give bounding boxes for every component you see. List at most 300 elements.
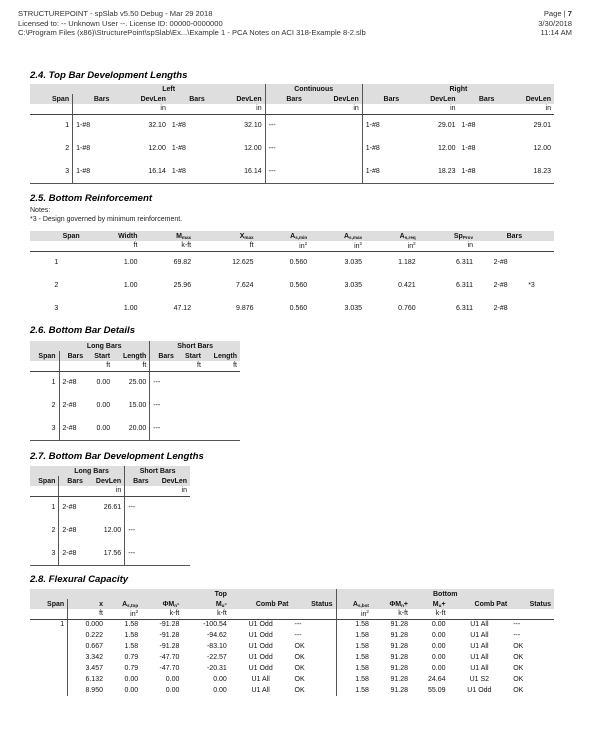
unit-label: ft	[204, 361, 240, 371]
unit-text: ft	[99, 610, 103, 618]
table-cell: -47.70	[159, 665, 180, 672]
table-cell: 2-#8	[493, 282, 508, 289]
table-cell: OK	[292, 641, 337, 652]
column-header: DevLen	[86, 476, 125, 486]
table-row	[30, 674, 554, 685]
table-cell	[204, 417, 240, 440]
column-header	[449, 599, 511, 609]
table-cell: U1 All	[470, 665, 489, 672]
column-header	[310, 231, 365, 241]
column-header	[365, 231, 419, 241]
column-header-row	[30, 599, 554, 609]
table-row	[30, 685, 554, 696]
table-cell: 0.222	[85, 632, 103, 639]
table-cell: ---	[153, 379, 161, 387]
table-cell: 1.58	[124, 643, 139, 650]
table-cell: 2	[30, 519, 59, 542]
table-row	[30, 137, 554, 160]
unit-text: in	[354, 243, 360, 251]
page-info	[538, 9, 572, 38]
column-header: Bars	[362, 94, 402, 104]
table-cell	[30, 685, 68, 696]
unit-label: in	[305, 104, 362, 114]
table-cell: U1 All	[470, 654, 489, 661]
unit-text: k-ft	[169, 610, 180, 618]
table-cell: OK	[292, 652, 337, 663]
table-cell: 1.58	[355, 621, 369, 629]
unit-label	[510, 609, 554, 619]
table-body	[30, 496, 190, 565]
table-cell: 1	[30, 114, 73, 137]
section-title-bottom-bar-details: 2.6. Bottom Bar Details	[30, 325, 136, 336]
table-row	[30, 496, 190, 519]
unit-label	[476, 241, 525, 251]
table-cell: 0.00	[431, 632, 446, 639]
table-row	[30, 519, 190, 542]
unit-label: ft	[177, 361, 204, 371]
group-header-row	[30, 84, 554, 94]
table-body	[30, 114, 554, 183]
group-spacer	[30, 341, 59, 351]
unit-text: k-ft	[398, 610, 408, 618]
unit-label	[449, 609, 511, 619]
table-cell: 0.79	[124, 665, 139, 672]
table-cell: 1	[30, 496, 59, 519]
table-row	[30, 663, 554, 674]
bottom-reinforcement-table	[30, 231, 554, 320]
table-cell: OK	[513, 687, 524, 694]
table-cell: 0.00	[431, 643, 446, 650]
unit-sup: 2	[413, 241, 416, 247]
table-cell: 1	[30, 371, 59, 394]
column-header	[411, 599, 449, 609]
note-unit	[525, 241, 554, 251]
table-cell: 1-#8	[365, 167, 380, 175]
column-header	[182, 599, 229, 609]
bottom-bar-devlen-table	[30, 466, 190, 566]
table-cell: ---	[513, 632, 521, 639]
unit-sup: 2	[135, 609, 139, 615]
column-header-sign: -	[224, 600, 227, 608]
table-cell: 1-#8	[365, 122, 380, 130]
table-cell: ---	[292, 630, 337, 641]
table-cell: 1.58	[355, 643, 369, 650]
table-row	[30, 371, 240, 394]
column-header: Start	[86, 351, 113, 361]
table-cell: U1 All	[251, 676, 270, 683]
table-cell: 0.00	[165, 676, 180, 683]
table-cell: 1-#8	[171, 167, 186, 175]
table-cell: 91.28	[390, 654, 408, 661]
table-cell: 0.560	[289, 305, 308, 312]
table-cell: OK	[513, 676, 524, 683]
table-cell: 0.00	[96, 402, 111, 409]
report-header	[18, 9, 572, 49]
table-cell: ---	[153, 402, 161, 409]
column-header-main: Comb Pat	[474, 600, 508, 608]
table-cell: 29.01	[533, 122, 551, 130]
table-cell: 3	[30, 160, 73, 183]
column-header	[30, 231, 83, 241]
table-cell: U1 Odd	[248, 654, 273, 661]
unit-label	[68, 609, 106, 619]
table-row	[30, 274, 554, 297]
unit-label	[419, 241, 476, 251]
section-title-bottom-reinforcement: 2.5. Bottom Reinforcement	[30, 193, 153, 204]
table-cell: 1	[54, 259, 59, 267]
column-header	[68, 599, 106, 609]
unit-text: in	[407, 243, 414, 251]
table-header	[30, 84, 554, 114]
table-cell	[152, 519, 190, 542]
table-cell: 1-#8	[171, 145, 186, 152]
column-header	[30, 599, 68, 609]
note-flag	[525, 251, 554, 274]
table-cell: 1.58	[124, 632, 139, 639]
column-header-main: M	[432, 600, 439, 608]
table-body	[30, 251, 554, 320]
table-cell: OK	[513, 654, 524, 661]
table-cell	[30, 663, 68, 674]
table-cell: U1 S2	[469, 676, 490, 683]
column-header: Bars	[59, 476, 86, 486]
unit-label: ft	[86, 361, 113, 371]
unit-label	[372, 609, 411, 619]
report-time: 11:14 AM	[540, 28, 572, 37]
group-header: Long Bars	[59, 466, 125, 476]
table-cell: 24.64	[428, 676, 446, 683]
report-info	[18, 9, 366, 38]
table-cell: 12.00	[438, 145, 456, 152]
table-cell: 1.58	[355, 632, 369, 639]
group-spacer	[30, 466, 59, 476]
table-row	[30, 417, 240, 440]
column-header: Bars	[59, 351, 86, 361]
unit-label	[365, 241, 419, 251]
column-header: Bars	[169, 94, 208, 104]
section-title-bottom-bar-devlen: 2.7. Bottom Bar Development Lengths	[30, 451, 204, 462]
table-cell: 2-#8	[493, 305, 508, 312]
unit-text: in	[130, 611, 136, 619]
group-header-row	[30, 466, 190, 476]
group-header: Bottom	[336, 589, 554, 599]
column-header-main: x	[99, 600, 103, 608]
column-header: Span	[30, 476, 59, 486]
table-cell: 1.182	[398, 259, 416, 267]
table-cell: 2-#8	[62, 549, 77, 557]
column-header	[230, 599, 292, 609]
table-row	[30, 297, 554, 320]
table-cell: 1	[30, 619, 68, 630]
table-cell: 12.00	[148, 145, 166, 152]
unit-label	[362, 104, 402, 114]
unit-sup: 2	[304, 241, 308, 247]
table-cell: 1-#8	[76, 122, 91, 130]
table-cell: 0.00	[431, 665, 446, 672]
table-cell: U1 All	[470, 632, 489, 639]
unit-label	[59, 486, 86, 496]
table-cell: 3.342	[85, 654, 103, 661]
table-cell: OK	[292, 663, 337, 674]
unit-label	[83, 241, 141, 251]
group-header: Continuous	[265, 84, 362, 94]
unit-label	[141, 609, 182, 619]
table-cell: ---	[292, 619, 337, 630]
table-cell: ---	[268, 167, 276, 175]
table-cell: 6.311	[456, 305, 474, 312]
column-header: Bars	[459, 94, 498, 104]
table-cell: 91.28	[390, 643, 408, 650]
column-header-main: Status	[529, 600, 551, 608]
table-cell	[204, 394, 240, 417]
column-header: DevLen	[402, 94, 458, 104]
table-cell: 0.760	[398, 305, 416, 312]
column-header: Start	[177, 351, 204, 361]
column-header: Span	[30, 94, 73, 104]
column-header-main: Span	[62, 232, 80, 240]
table-cell: U1 All	[470, 621, 489, 629]
table-cell: 6.132	[85, 676, 103, 683]
units-row	[30, 241, 554, 251]
unit-label	[30, 241, 83, 251]
table-row	[30, 641, 554, 652]
table-cell: 1.58	[355, 687, 369, 694]
table-cell: 16.14	[148, 167, 166, 175]
note-flag	[525, 297, 554, 320]
table-cell: -100.54	[203, 621, 227, 629]
unit-label	[336, 609, 372, 619]
table-cell: 3.035	[344, 282, 363, 289]
table-cell: ---	[128, 527, 136, 534]
table-cell	[204, 371, 240, 394]
table-cell: ---	[513, 621, 521, 629]
table-cell: 1-#8	[461, 122, 476, 130]
report-date: 3/30/2018	[538, 18, 572, 28]
table-cell	[30, 641, 68, 652]
units-row	[30, 609, 554, 619]
table-cell: 0.00	[213, 676, 227, 683]
table-cell: 2	[30, 394, 59, 417]
note-column-header	[525, 231, 554, 241]
column-header-main: A	[352, 600, 358, 608]
column-header-sign: +	[441, 600, 446, 608]
table-cell: ---	[153, 424, 161, 432]
notes-label: Notes:	[30, 207, 51, 214]
column-header-main: A	[122, 600, 128, 608]
column-header-main: X	[239, 232, 245, 240]
unit-text: k-ft	[435, 610, 446, 618]
column-header: Length	[204, 351, 240, 361]
table-cell: 3	[30, 417, 59, 440]
table-cell: U1 Odd	[248, 632, 273, 639]
table-cell: U1 Odd	[248, 621, 273, 629]
table-cell	[305, 160, 362, 183]
table-cell: 47.12	[173, 305, 192, 312]
table-cell: 15.00	[113, 394, 150, 417]
column-header-main: M	[176, 232, 182, 240]
column-header: Bars	[73, 94, 113, 104]
column-header-main: A	[399, 232, 405, 240]
table-cell	[152, 496, 190, 519]
unit-text: in	[467, 242, 474, 250]
table-cell: U1 All	[470, 643, 489, 650]
notes	[30, 207, 182, 224]
table-cell: 0.000	[85, 621, 103, 629]
table-cell: 3.035	[344, 259, 363, 267]
unit-text: k-ft	[217, 610, 227, 618]
table-cell: 32.10	[208, 114, 265, 137]
unit-text: k-ft	[181, 242, 192, 250]
column-header-row	[30, 231, 554, 241]
unit-label	[30, 361, 59, 371]
unit-label: in	[112, 104, 168, 114]
table-cell: OK	[292, 685, 337, 696]
table-cell: 18.23	[438, 167, 456, 175]
column-header	[292, 599, 337, 609]
column-header	[476, 231, 525, 241]
table-cell: 91.28	[390, 621, 408, 629]
column-header	[83, 231, 141, 241]
table-cell: 3.035	[344, 305, 363, 312]
table-cell: 1-#8	[461, 167, 476, 175]
table-cell: 1.58	[355, 676, 369, 683]
units-row	[30, 361, 240, 371]
table-cell: -91.28	[159, 621, 180, 629]
column-header-main: Sp	[453, 232, 463, 240]
table-cell: U1 Odd	[248, 665, 273, 672]
table-cell: 0.00	[124, 687, 139, 694]
table-cell: 6.311	[456, 259, 474, 267]
column-header-sub: s,req	[404, 234, 416, 240]
table-cell: 1.58	[355, 665, 369, 672]
table-cell: 91.28	[390, 676, 408, 683]
table-cell: 2-#8	[62, 527, 77, 534]
column-header-sign: -	[177, 600, 180, 608]
table-cell: -83.10	[206, 643, 227, 650]
column-header-sub: u	[438, 602, 442, 608]
table-cell: 6.311	[456, 282, 474, 289]
table-cell: 1.58	[355, 654, 369, 661]
column-header-main: ΦM	[162, 600, 175, 608]
page-number: Page | 7	[543, 9, 572, 18]
column-header-main: A	[290, 232, 296, 240]
unit-label: in	[152, 486, 190, 496]
column-header-main: Status	[311, 600, 333, 608]
table-header	[30, 466, 190, 496]
table-cell: 25.96	[173, 282, 192, 289]
table-cell: 55.09	[428, 687, 446, 694]
table-cell: 7.624	[236, 282, 254, 289]
table-cell: 1-#8	[171, 122, 186, 130]
unit-label	[459, 104, 498, 114]
table-row	[30, 251, 554, 274]
unit-label	[292, 609, 337, 619]
table-cell: 0.560	[289, 259, 308, 267]
table-cell: 32.10	[148, 122, 166, 130]
group-header: Short Bars	[150, 341, 240, 351]
table-cell: 20.00	[113, 417, 150, 440]
unit-label	[182, 609, 229, 619]
column-header-sub: s,max	[349, 234, 363, 240]
flexural-capacity-table	[30, 589, 554, 696]
program-line: STRUCTUREPOINT - spSlab v5.50 Debug - Mar 29 2018	[18, 9, 213, 18]
table-cell: 0.421	[398, 282, 416, 289]
column-header	[336, 599, 372, 609]
table-header	[30, 589, 554, 619]
column-header-main: Width	[118, 232, 138, 240]
column-header	[419, 231, 476, 241]
table-cell: 2-#8	[62, 379, 77, 387]
table-cell: 1-#8	[76, 167, 91, 175]
table-cell: 8.950	[85, 687, 103, 694]
table-cell	[305, 114, 362, 137]
table-cell: 2-#8	[493, 259, 508, 267]
units-row	[30, 486, 190, 496]
column-header	[141, 599, 182, 609]
column-header-main: M	[215, 600, 222, 608]
column-header-sub: u	[221, 602, 225, 608]
unit-label: ft	[113, 361, 150, 371]
table-cell: ---	[128, 549, 136, 557]
table-cell: 0.00	[124, 676, 139, 683]
column-header-main: Bars	[506, 232, 523, 240]
note-flag: *3	[528, 282, 535, 289]
top-bar-devlen-table	[30, 84, 554, 184]
group-header-row	[30, 589, 554, 599]
unit-label	[106, 609, 141, 619]
column-header: Bars	[150, 351, 177, 361]
column-header-row	[30, 351, 240, 361]
unit-label	[411, 609, 449, 619]
table-cell: -91.28	[159, 643, 180, 650]
table-cell: U1 Odd	[467, 687, 492, 694]
unit-text: in	[299, 243, 305, 251]
table-cell: 91.28	[390, 665, 408, 672]
column-header: DevLen	[152, 476, 190, 486]
table-row	[30, 652, 554, 663]
unit-text: ft	[249, 242, 254, 250]
license-line: Licensed to: -- Unknown User --. License ID: 00000-0000000	[18, 18, 223, 28]
table-cell: 12.00	[86, 519, 125, 542]
column-header: Span	[30, 351, 59, 361]
table-cell: 16.14	[208, 160, 265, 183]
table-body	[30, 619, 554, 696]
file-path-line: C:\Program Files (x86)\StructurePoint\spSlab\Ex...\Example 1 - PCA Notes on ACI 318-Example 8-2.slb	[18, 28, 366, 37]
units-row	[30, 104, 554, 114]
table-cell	[177, 394, 204, 417]
column-header-sub: n	[174, 602, 178, 608]
table-cell: U1 All	[251, 687, 270, 694]
table-cell: 1.58	[124, 621, 139, 629]
bottom-bar-details-table	[30, 341, 240, 441]
table-cell: 91.28	[390, 687, 408, 694]
unit-label	[169, 104, 208, 114]
column-header-row	[30, 94, 554, 104]
column-header-sub: n	[401, 602, 404, 608]
table-cell: 0.00	[213, 687, 227, 694]
table-cell: 0.560	[289, 282, 308, 289]
table-cell: 0.00	[431, 621, 446, 629]
unit-label: in	[208, 104, 265, 114]
table-cell: 2	[54, 282, 59, 289]
table-row	[30, 619, 554, 630]
table-cell: 12.00	[208, 137, 265, 160]
table-cell: OK	[513, 665, 524, 672]
table-cell: -91.28	[159, 632, 180, 639]
column-header	[257, 231, 311, 241]
unit-label	[73, 104, 113, 114]
table-cell: OK	[513, 643, 524, 650]
